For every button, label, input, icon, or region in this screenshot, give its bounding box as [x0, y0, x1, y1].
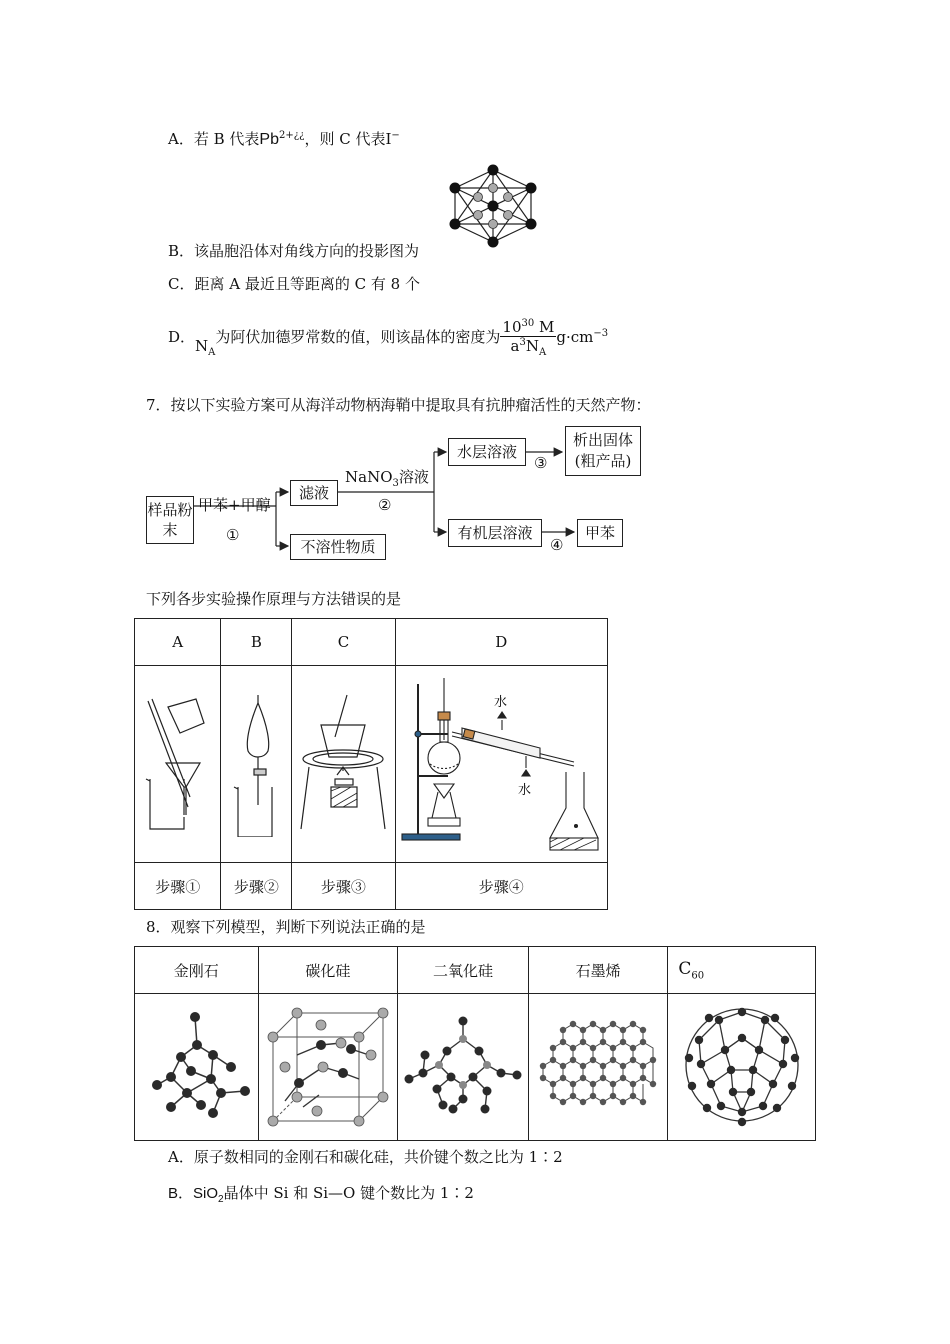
graphene-atom [550, 1045, 556, 1051]
header-graphene: 石墨烯 [528, 947, 668, 994]
c60-atom [738, 1108, 746, 1116]
filtrate-box: 滤液 [290, 480, 338, 506]
graphene-atom [620, 1099, 626, 1105]
c60-atom [729, 1088, 737, 1096]
q6-option-a: A．若 B 代表$Pb^{2+¿¿}$，则 C 代表I− [168, 130, 400, 148]
filtration-apparatus-icon [138, 687, 218, 837]
graphene-atom [600, 1027, 606, 1033]
q8-option-b: B．SiO$_2$晶体中 Si 和 Si—O 键个数比为 1∶2 [168, 1184, 474, 1205]
header-c60: $C_{60}$ [668, 947, 816, 994]
graphene-atom [640, 1099, 646, 1105]
sic-structure-icon [263, 1003, 393, 1127]
step3-num: ③ [534, 454, 548, 472]
graphene-atom [580, 1027, 586, 1033]
header-a: A [135, 619, 221, 666]
step2-num: ② [378, 496, 392, 514]
c60-atom [695, 1036, 703, 1044]
graphene-atom [580, 1099, 586, 1105]
model-diamond [135, 994, 259, 1141]
header-diamond: 金刚石 [135, 947, 259, 994]
toluene-box: 甲苯 [577, 519, 623, 547]
sio2-structure-icon [401, 1003, 525, 1127]
extraction-flowchart [140, 422, 650, 567]
q6-option-b: B．该晶胞沿体对角线方向的投影图为 [168, 242, 420, 260]
graphene-atom [580, 1063, 586, 1069]
q7-apparatus-table [134, 618, 608, 910]
c60-atom [749, 1066, 757, 1074]
graphene-atom [590, 1057, 596, 1063]
graphene-atom [650, 1057, 656, 1063]
c60-atom [779, 1060, 787, 1068]
graphene-atom [650, 1081, 656, 1087]
graphene-atom [540, 1063, 546, 1069]
step2-label: NaNO$_3$溶液 [345, 468, 429, 489]
apparatus-evaporation [292, 666, 395, 863]
header-b: B [221, 619, 292, 666]
graphene-atom [570, 1021, 576, 1027]
header-sio2: 二氧化硅 [398, 947, 529, 994]
graphene-atom [610, 1057, 616, 1063]
graphene-atom [630, 1093, 636, 1099]
step-4-cell: 步骤④ [395, 863, 607, 910]
c60-atom [761, 1016, 769, 1024]
graphene-atom [630, 1045, 636, 1051]
projection-hexagon-diagram [448, 160, 538, 252]
graphene-atom [630, 1021, 636, 1027]
graphene-atom [570, 1093, 576, 1099]
separatory-funnel-icon [226, 687, 286, 837]
q6-option-c: C．距离 A 最近且等距离的 C 有 8 个 [168, 275, 420, 293]
graphene-atom [570, 1057, 576, 1063]
header-sic: 碳化硅 [258, 947, 398, 994]
aqueous-box: 水层溶液 [448, 438, 526, 466]
model-graphene [528, 994, 668, 1141]
graphene-atom [600, 1075, 606, 1081]
insoluble-box: 不溶性物质 [290, 534, 386, 560]
c60-atom [685, 1054, 693, 1062]
graphene-atom [620, 1027, 626, 1033]
graphene-atom [640, 1063, 646, 1069]
graphene-atom [610, 1021, 616, 1027]
graphene-atom [550, 1081, 556, 1087]
density-fraction: $\frac{10^{30} M}{a^3N_A}$ [502, 318, 555, 358]
step4-num: ④ [550, 536, 564, 554]
evaporation-apparatus-icon [295, 687, 391, 837]
c60-atom [747, 1088, 755, 1096]
graphene-atom [640, 1075, 646, 1081]
diamond-structure-icon [141, 1005, 251, 1125]
graphene-atom [580, 1075, 586, 1081]
q7-stem: 7．按以下实验方案可从海洋动物柄海鞘中提取具有抗肿瘤活性的天然产物： [146, 396, 651, 414]
q8-option-a: A．原子数相同的金刚石和碳化硅，共价键个数之比为 1∶2 [168, 1148, 563, 1166]
graphene-atom [590, 1081, 596, 1087]
c60-atom [703, 1104, 711, 1112]
graphene-atom [560, 1063, 566, 1069]
graphene-atom [550, 1057, 556, 1063]
graphene-atom [600, 1099, 606, 1105]
graphene-atom [640, 1039, 646, 1045]
graphene-atom [630, 1057, 636, 1063]
c60-atom [788, 1082, 796, 1090]
graphene-atom [620, 1063, 626, 1069]
graphene-atom [560, 1099, 566, 1105]
c60-atom [738, 1118, 746, 1126]
apparatus-distillation [395, 666, 607, 863]
solid-box: 析出固体 (粗产品) [565, 426, 641, 476]
graphene-atom [540, 1075, 546, 1081]
c60-atom [697, 1060, 705, 1068]
graphene-atom [640, 1027, 646, 1033]
c60-atom [759, 1102, 767, 1110]
c60-atom [773, 1104, 781, 1112]
q7-sub-question: 下列各步实验操作原理与方法错误的是 [146, 590, 402, 608]
model-c60 [668, 994, 816, 1141]
graphene-atom [620, 1075, 626, 1081]
step-3-cell: 步骤③ [292, 863, 395, 910]
graphene-atom [610, 1081, 616, 1087]
c60-atom [707, 1080, 715, 1088]
graphene-atom [610, 1045, 616, 1051]
q8-stem: 8．观察下列模型，判断下列说法正确的是 [146, 918, 426, 936]
c60-atom [721, 1046, 729, 1054]
c60-atom [755, 1046, 763, 1054]
graphene-atom [580, 1039, 586, 1045]
graphene-atom [600, 1063, 606, 1069]
c60-atom [771, 1014, 779, 1022]
header-d: D [395, 619, 607, 666]
model-sic [258, 994, 398, 1141]
c60-atom [688, 1082, 696, 1090]
q8-model-table [134, 946, 816, 1141]
graphene-atom [560, 1075, 566, 1081]
graphene-atom [590, 1093, 596, 1099]
c60-atom [791, 1054, 799, 1062]
sample-box: 样品粉末 [146, 496, 194, 544]
graphene-atom [560, 1039, 566, 1045]
step1-num: ① [226, 526, 240, 544]
apparatus-separatory-funnel [221, 666, 292, 863]
header-c: C [292, 619, 395, 666]
graphene-atom [610, 1093, 616, 1099]
graphene-atom [630, 1081, 636, 1087]
apparatus-filtration [135, 666, 221, 863]
c60-atom [705, 1014, 713, 1022]
step-2-cell: 步骤② [221, 863, 292, 910]
c60-atom [717, 1102, 725, 1110]
step-1-cell: 步骤① [135, 863, 221, 910]
c60-atom [738, 1008, 746, 1016]
step1-label: 甲苯+甲醇 [198, 496, 271, 514]
c60-atom [727, 1066, 735, 1074]
c60-atom [715, 1016, 723, 1024]
graphene-atom [570, 1045, 576, 1051]
c60-atom [769, 1080, 777, 1088]
organic-box: 有机层溶液 [448, 519, 542, 547]
graphene-atom [600, 1039, 606, 1045]
graphene-atom [590, 1045, 596, 1051]
graphene-structure-icon [533, 1010, 663, 1120]
distillation-apparatus-icon [398, 672, 604, 852]
graphene-atom [590, 1021, 596, 1027]
graphene-atom [550, 1093, 556, 1099]
c60-atom [781, 1036, 789, 1044]
graphene-atom [560, 1027, 566, 1033]
model-sio2 [398, 994, 529, 1141]
water-in-label: 水 [518, 783, 532, 798]
c60-atom [738, 1034, 746, 1042]
q6-option-d: D．$N_A$为阿伏加德罗常数的值，则该晶体的密度为 $\frac{10^{30} M}{a^3N_A}$ $g\cdot cm^{-3}$ [168, 318, 609, 358]
c60-structure-icon [677, 1000, 807, 1130]
graphene-atom [570, 1081, 576, 1087]
graphene-atom [620, 1039, 626, 1045]
water-out-label: 水 [494, 695, 508, 710]
